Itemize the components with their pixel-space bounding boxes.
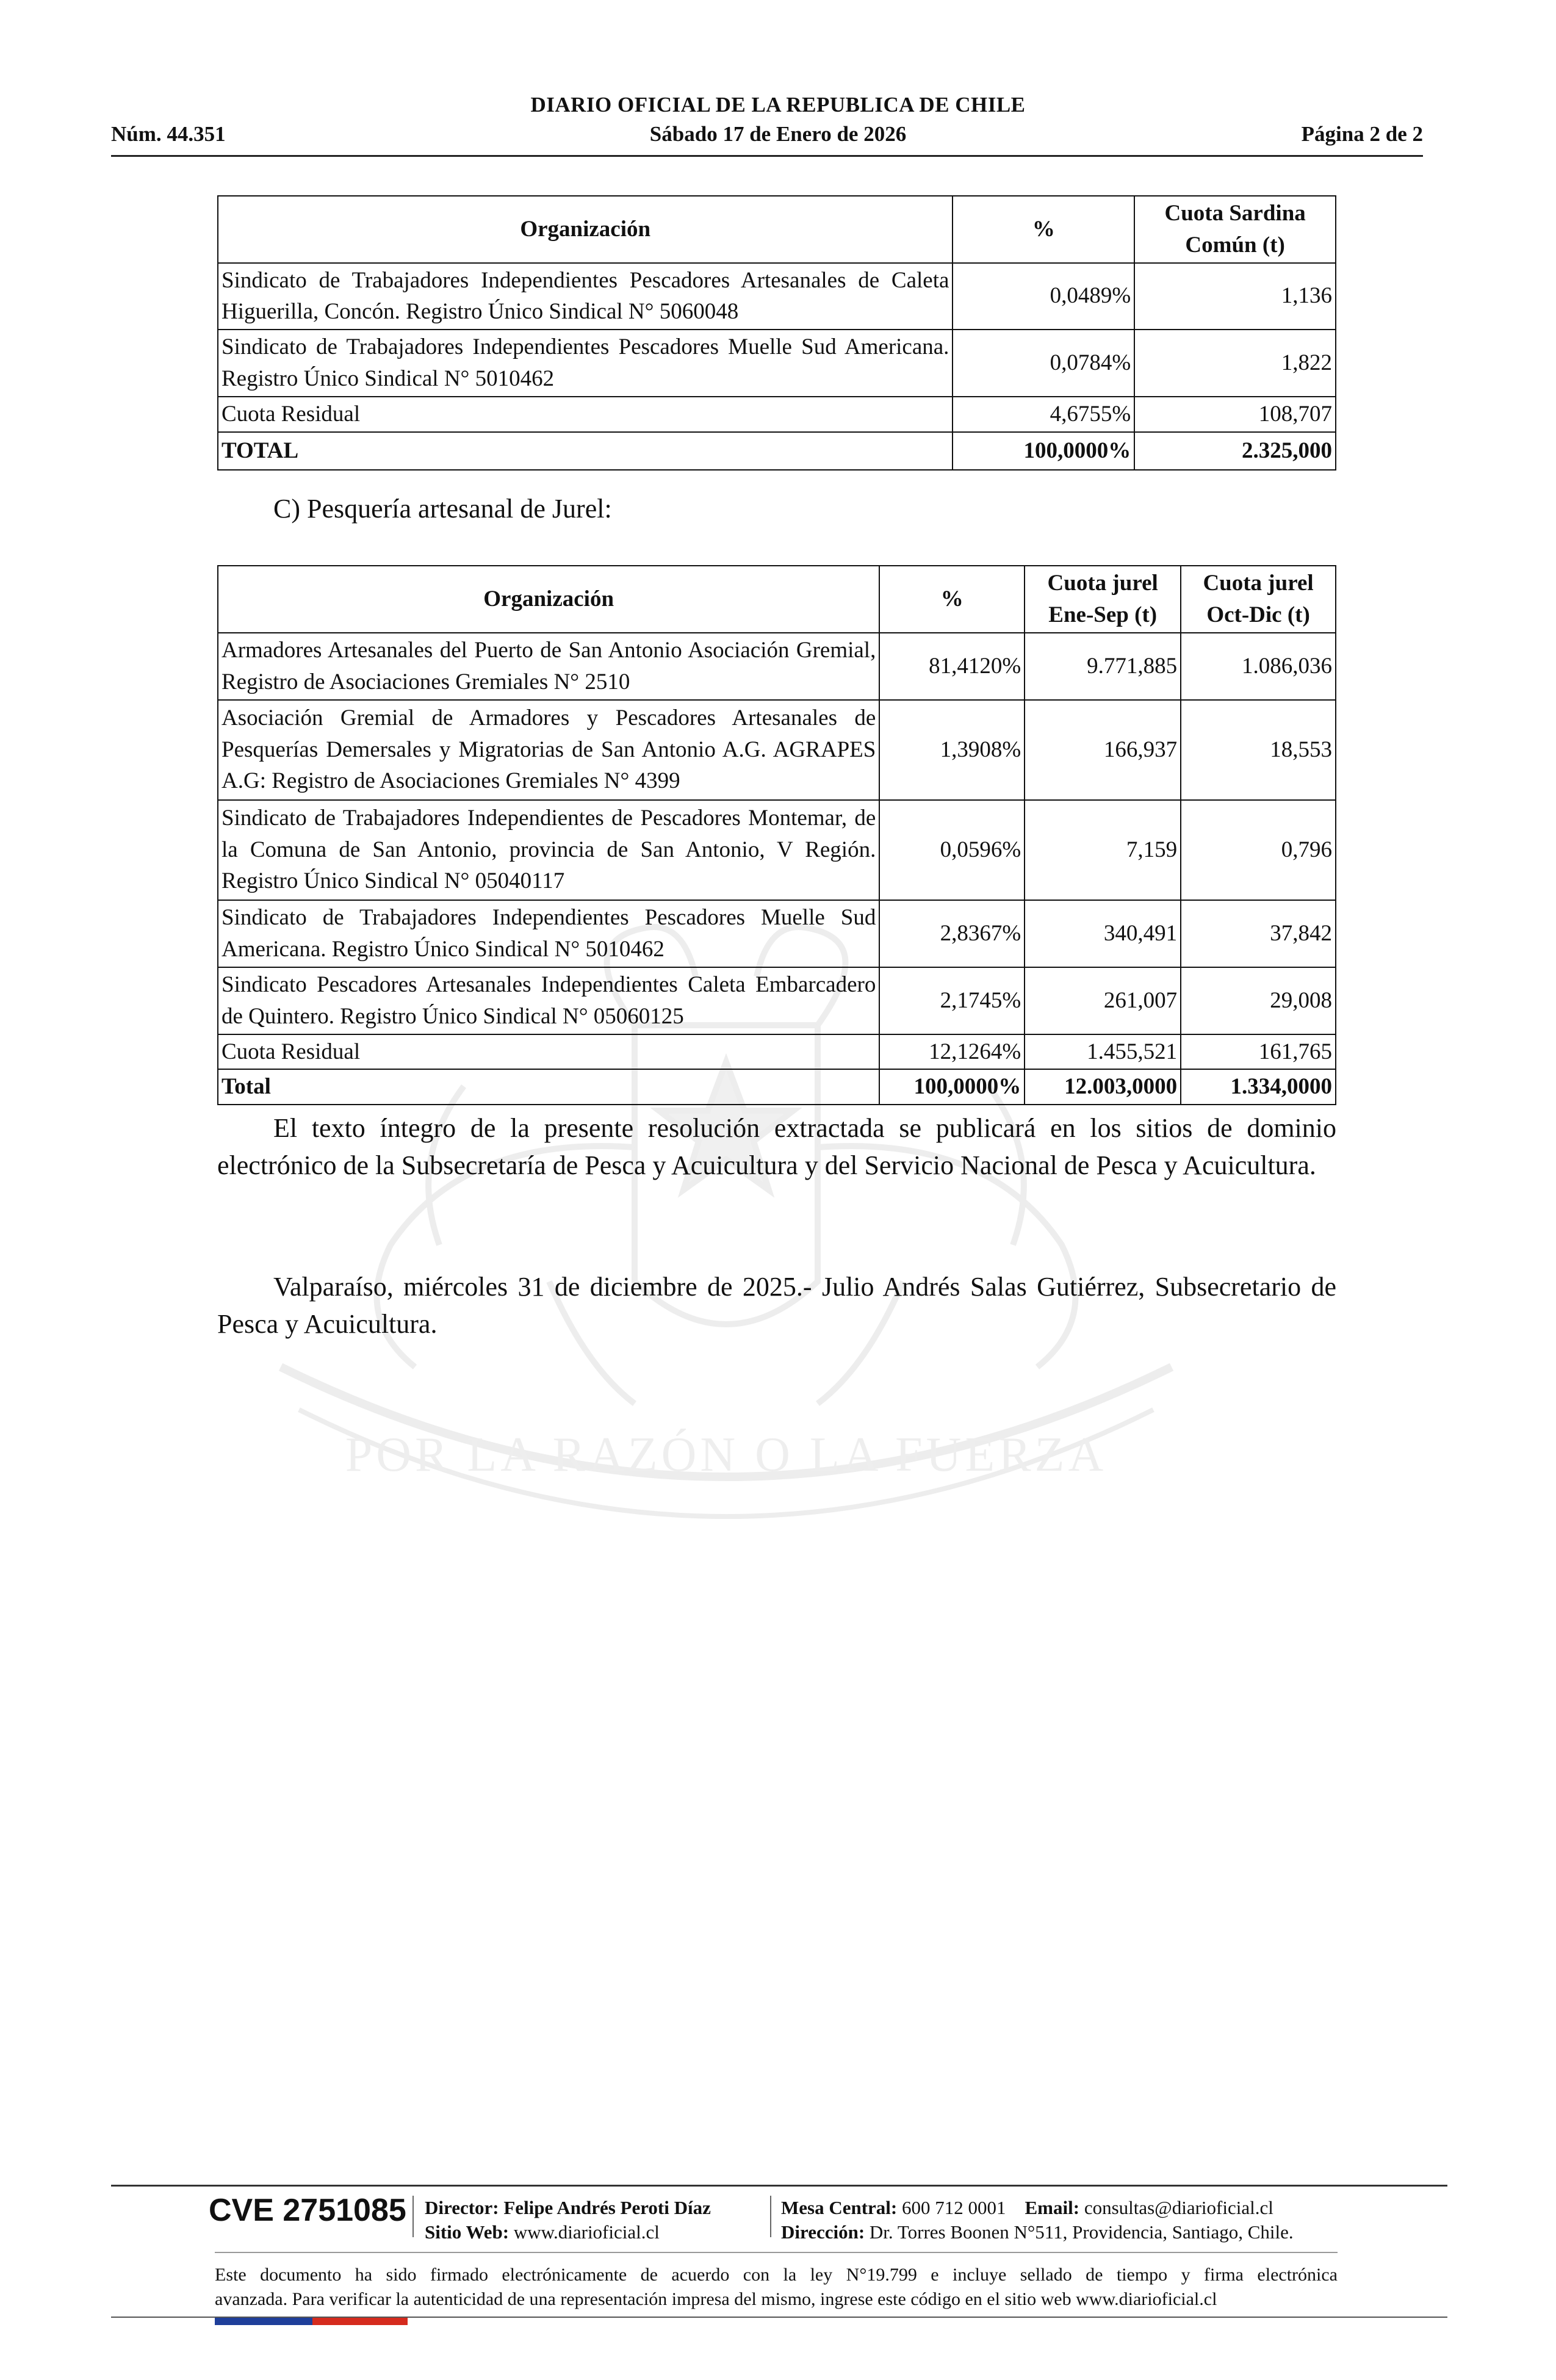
column-header-oct-dic: Cuota jurel Oct-Dic (t) [1181,566,1336,633]
quota-oct-dic-cell: 29,008 [1181,967,1336,1034]
percent-cell: 0,0784% [953,330,1134,397]
percent-cell: 12,1264% [879,1034,1025,1070]
org-cell: Sindicato de Trabajadores Independientes Pescadores Muelle Sud Americana. Registro Único Sindical N° 5010462 [218,330,953,397]
org-cell: Cuota Residual [218,1034,879,1070]
flag-stripe-blue [215,2318,312,2325]
quota-cell: 1,136 [1134,263,1336,330]
total-ene-sep: 12.003,0000 [1025,1069,1181,1105]
issue-number: Núm. 44.351 [111,122,226,146]
table-row [218,330,1336,397]
total-label: Total [218,1069,879,1105]
footer-separator [770,2196,771,2237]
total-quota: 2.325,000 [1134,432,1336,470]
percent-cell: 2,8367% [879,900,1025,967]
sardina-quota-table [217,195,1336,471]
quota-ene-sep-cell: 9.771,885 [1025,633,1181,700]
table-row [218,967,1336,1034]
mesa-label: Mesa Central: [781,2197,898,2218]
column-header-organizacion: Organización [218,566,879,633]
total-oct-dic: 1.334,0000 [1181,1069,1336,1105]
percent-cell: 1,3908% [879,700,1025,800]
total-row [218,1069,1336,1105]
quota-oct-dic-cell: 18,553 [1181,700,1336,800]
percent-cell: 2,1745% [879,967,1025,1034]
web-label: Sitio Web: [425,2221,510,2243]
table-row [218,700,1336,800]
total-percent: 100,0000% [879,1069,1025,1105]
column-header-percent: % [953,196,1134,263]
column-header-ene-sep: Cuota jurel Ene-Sep (t) [1025,566,1181,633]
signature-paragraph: Valparaíso, miércoles 31 de diciembre de 2025.- Julio Andrés Salas Gutiérrez, Subsecretario de Pesca y Acuicultura. [217,1272,1336,1340]
footer-director-block [425,2196,711,2244]
column-header-cuota-sardina: Cuota Sardina Común (t) [1134,196,1336,263]
org-cell: Cuota Residual [218,397,953,432]
total-label: TOTAL [218,432,953,470]
org-cell: Sindicato de Trabajadores Independientes de Pescadores Montemar, de la Comuna de San Antonio, provincia de San Antonio, V Región. Registro Único Sindical N° 05040117 [218,800,879,900]
header-divider [111,155,1423,157]
org-cell: Sindicato Pescadores Artesanales Independientes Caleta Embarcadero de Quintero. Registro Único Sindical N° 05060125 [218,967,879,1034]
org-cell: Sindicato de Trabajadores Independientes Pescadores Artesanales de Caleta Higuerilla, Concón. Registro Único Sindical N° 5060048 [218,263,953,330]
org-cell: Sindicato de Trabajadores Independientes Pescadores Muelle Sud Americana. Registro Único Sindical N° 5010462 [218,900,879,967]
percent-cell: 0,0489% [953,263,1134,330]
quota-ene-sep-cell: 1.455,521 [1025,1034,1181,1070]
quota-ene-sep-cell: 340,491 [1025,900,1181,967]
section-heading-jurel: C) Pesquería artesanal de Jurel: [273,494,612,524]
percent-cell: 0,0596% [879,800,1025,900]
flag-stripe-red [312,2318,408,2325]
quota-oct-dic-cell: 37,842 [1181,900,1336,967]
column-header-percent: % [879,566,1025,633]
newspaper-title: DIARIO OFICIAL DE LA REPUBLICA DE CHILE [530,93,1026,117]
quota-ene-sep-cell: 261,007 [1025,967,1181,1034]
director-label: Director: [425,2197,499,2218]
table-row [218,900,1336,967]
footer-separator [412,2196,414,2237]
footer-inner-divider [215,2252,1338,2253]
percent-cell: 4,6755% [953,397,1134,432]
org-cell: Armadores Artesanales del Puerto de San Antonio Asociación Gremial, Registro de Asociaciones Gremiales N° 2510 [218,633,879,700]
email-link[interactable]: consultas@diarioficial.cl [1084,2197,1273,2218]
table-row [218,800,1336,900]
address-text: Dr. Torres Boonen N°511, Providencia, Santiago, Chile. [869,2221,1294,2243]
watermark-motto: POR LA RAZÓN O LA FUERZA [345,1428,1108,1482]
quota-cell: 1,822 [1134,330,1336,397]
total-row [218,432,1336,470]
quota-ene-sep-cell: 166,937 [1025,700,1181,800]
address-label: Dirección: [781,2221,865,2243]
table-row [218,397,1336,432]
total-percent: 100,0000% [953,432,1134,470]
quota-ene-sep-cell: 7,159 [1025,800,1181,900]
quota-oct-dic-cell: 0,796 [1181,800,1336,900]
cve-code: CVE 2751085 [209,2193,406,2228]
email-label: Email: [1025,2197,1080,2218]
footer-divider [111,2185,1447,2187]
quota-cell: 108,707 [1134,397,1336,432]
footer-contact-block [781,2196,1294,2244]
director-name: Felipe Andrés Peroti Díaz [503,2197,711,2218]
issue-date: Sábado 17 de Enero de 2026 [649,122,907,146]
publication-paragraph: El texto íntegro de la presente resolución extractada se publicará en los sitios de dominio electrónico de la Subsecretaría de Pesca y Acuicultura y del Servicio Nacional de Pesca y Acuicultura. [217,1113,1336,1181]
table-row [218,263,1336,330]
org-cell: Asociación Gremial de Armadores y Pescadores Artesanales de Pesquerías Demersales y Migratorias de San Antonio A.G. AGRAPES A.G: Registro de Asociaciones Gremiales N° 4399 [218,700,879,800]
quota-oct-dic-cell: 161,765 [1181,1034,1336,1070]
quota-oct-dic-cell: 1.086,036 [1181,633,1336,700]
table-row [218,1034,1336,1070]
legal-notice-line-2: avanzada. Para verificar la autenticidad de una representación impresa del mismo, ingrese este código en el sitio web www.diarioficial.cl [215,2289,1217,2309]
page-indicator: Página 2 de 2 [1301,122,1423,146]
jurel-quota-table [217,565,1336,1105]
legal-notice-line-1: Este documento ha sido firmado electrónicamente de acuerdo con la ley N°19.799 e incluye sellado de tiempo y firma electrónica [215,2265,1338,2285]
percent-cell: 81,4120% [879,633,1025,700]
table-row [218,633,1336,700]
column-header-organizacion: Organización [218,196,953,263]
mesa-phone: 600 712 0001 [902,2197,1006,2218]
web-link[interactable]: www.diarioficial.cl [513,2221,660,2243]
